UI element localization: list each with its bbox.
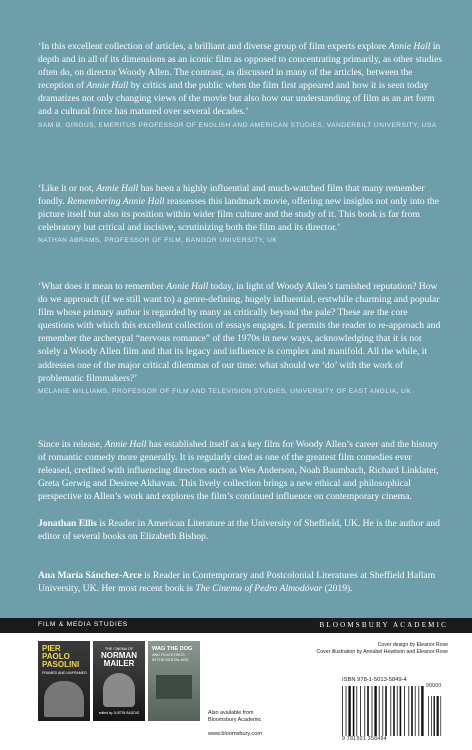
endorsement-williams — [38, 280, 446, 397]
related-book-cover-wag-the-dog: WAG THE DOG AND FILM ETHICS IN THE DIGITAL AGE — [148, 641, 200, 721]
footer-panel — [0, 618, 472, 750]
price-code: 90000 — [426, 683, 442, 689]
related-book-cover-mailer: THE CINEMA OF NORMAN MAILER edited by JUSTIN BADDIG — [93, 641, 145, 721]
barcode — [342, 686, 448, 736]
publisher-name: BLOOMSBURY ACADEMIC — [319, 621, 448, 629]
series-bar — [0, 618, 472, 633]
endorsement-attribution: MELANIE WILLIAMS, PROFESSOR OF FILM AND TELEVISION STUDIES, UNIVERSITY OF EAST ANGLIA, UK — [38, 387, 412, 395]
endorsement-quote: ‘Like it or not, Annie Hall has been a highly influential and much-watched film that many remember fondly. Remembering Annie Hall reassesses this landmark movie, offering new insights not only into the picture itself but also its position within wider film culture and the study of it. This book is far from celebratory but critical and incisive, scrutinizing both the film and its director.’ — [38, 183, 439, 234]
endorsement-girgus — [38, 40, 446, 131]
book-description: Since its release, Annie Hall has established itself as a key film for Woody Allen’s career and the history of romantic comedy more generally. It is regularly cited as one of the greatest film comedies ever released, credited with influencing directors such as Wes Anderson, Noah Baumbach, Richard Linklater, Greta Gerwig and Desiree Akhavan. This lively collection brings a new ethical and philosophical perspective to Allen’s work and explores the film’s continued influence on contemporary cinema. — [38, 439, 439, 503]
editor-bio-ellis: Jonathan Ellis is Reader in American Literature at the University of Sheffield, UK. He is the author and editor of several books on Elizabeth Bishop. — [38, 518, 440, 543]
editor-name: Ana María Sánchez-Arce — [38, 570, 142, 581]
endorsement-attribution: SAM B. GIRGUS, EMERITUS PROFESSOR OF ENGLISH AND AMERICAN STUDIES, VANDERBILT UNIVERSITY, USA — [38, 121, 437, 129]
isbn-label: ISBN 978-1-5013-5849-4 — [342, 677, 407, 683]
barcode-number: 9 781501 358494 90000 — [342, 683, 442, 742]
cover-credits: Cover design by Eleanor Rose Cover illustration by Annabel Hewitson and Eleanor Rose — [316, 642, 448, 655]
series-label: FILM & MEDIA STUDIES — [38, 621, 129, 628]
also-available-text: Also available from Bloomsbury Academic — [208, 710, 262, 723]
editor-name: Jonathan Ellis — [38, 518, 97, 529]
endorsement-attribution: NATHAN ABRAMS, PROFESSOR OF FILM, BANGOR UNIVERSITY, UK — [38, 237, 278, 245]
editor-bio-sanchez-arce: Ana María Sánchez-Arce is Reader in Contemporary and Postcolonial Literatures at Sheffield Hallam University, UK. Her most recent book is The Cinema of Pedro Almodóvar (2019). — [38, 570, 436, 595]
endorsement-quote: ‘What does it mean to remember Annie Hall today, in light of Woody Allen’s tarnished reputation? How do we approach (if we still want to) a genre-defining, hugely influential, erstwhile charming and popular film whose primary author is regarded by many as critically beyond the pale? These are the core questions with which this excellent collection of essays engages. It permits the reader to re-approach and remember the archetypal “nervous romance” of the 1970s in new ways, acknowledging that it is not solely a Woody Allen film and that its legacy and influence is complex and manifold. All the while, it addresses one of the major critical dilemmas of our time: what should we ‘do’ with the work of problematic filmmakers?’ — [38, 281, 441, 384]
endorsement-abrams — [38, 182, 446, 247]
related-book-cover-pasolini: PIER PAOLO PASOLINI FRAMED AND UNFRAMED — [38, 641, 90, 721]
publisher-website[interactable]: www.bloomsbury.com — [208, 731, 262, 737]
endorsement-quote: ‘In this excellent collection of articles, a brilliant and diverse group of film experts explore Annie Hall in depth and in all of its dimensions as an iconic film as opposed to concentrating primarily, as other studies often do, on director Woody Allen. The contrast, as discussed in many of the articles, between the reception of Annie Hall by critics and the public when the film first appeared and how it is seen today dramatizes not only changing views of the movie but also how our understanding of film as an art form and a cultural force has matured over several decades.’ — [38, 41, 443, 118]
